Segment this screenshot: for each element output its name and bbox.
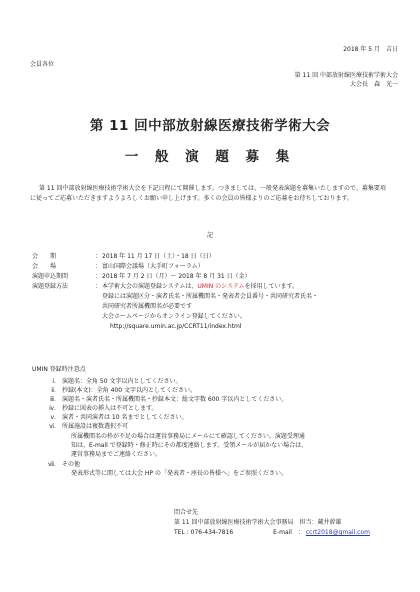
note-text: 所属施設は複数選択不可: [62, 423, 129, 430]
note-text: その他: [62, 461, 81, 468]
intro-paragraph: 第 11 回中部放射線医療技術学術大会を下記日程にて開催します。つきましては、一般発表演題を募集いたしますので、募集要項に従ってご応募いただきますようよろしくお願い申し上げます。多くの会員の皆様よりのご応募をお待ちしております。: [30, 185, 386, 202]
method-line-4: 大会ホームページからオンライン登録してください。: [102, 313, 246, 320]
info-value: 2018 年 11 月 17 日（土）・18 日（日）: [102, 253, 215, 260]
contact-tel: TEL : 076-434-7816: [174, 529, 234, 536]
note-number: ⅰ．: [52, 378, 60, 385]
info-row-method: [0, 282, 420, 292]
organizer-name: 第 11 回 中部放射線医療技術学術大会: [294, 72, 398, 79]
main-title: 第 11 回中部放射線医療技術学術大会: [89, 118, 331, 134]
contact-office: 第 11 回中部放射線医療技術学術大会事務局 担当：蔵井幹雄: [174, 519, 342, 526]
notes-heading: UMIN 登録時注意点: [32, 366, 86, 373]
note-item: [40, 460, 80, 469]
recipient: 会員各位: [30, 61, 55, 68]
note-text: 知は、E-mail で登録時・修正時にその都度連絡します。受領メールが届かない場合は、: [71, 442, 308, 449]
info-row-kaiki: [0, 252, 420, 262]
issue-date: 2018 年 5 月 吉日: [343, 46, 398, 53]
info-colon: ：: [95, 283, 102, 290]
subtitle: 一 般 演 題 募 集: [124, 149, 296, 165]
email-label: E-mail ：: [273, 529, 304, 536]
note-item: [40, 422, 128, 431]
note-text: 抄録に図表の挿入は不可とします。: [62, 405, 158, 412]
note-number: ⅲ．: [50, 396, 60, 403]
info-value: 富山国際会議場（大手町フォーラム）: [102, 263, 204, 270]
note-item: [40, 450, 161, 459]
method-line-2: 登録には演題区分・演者氏名・所属機関名・発表者会員番号・共同研究者氏名・: [102, 293, 319, 300]
info-label: 演題申込期間: [32, 273, 69, 280]
note-item: [40, 441, 307, 450]
note-number: ⅶ．: [48, 461, 60, 468]
method-text-pre: 本学術大会の演題登録システムは、: [102, 283, 198, 290]
email-link[interactable]: ccrt2018@gmail.com: [305, 529, 370, 536]
contact-line: [174, 528, 370, 537]
note-text: 所属機関名の枠が不足の場合は運営事務局にメールにて確認してください。演題受理通: [71, 433, 305, 440]
method-text-post: を採用しています。: [244, 283, 299, 290]
note-text: 演題名・演者氏名・所属機関名・抄録本文：総文字数 600 字以内としてください。: [62, 396, 288, 403]
info-label: 会 場: [32, 263, 57, 270]
note-text: 運営事務局までご連絡ください。: [71, 451, 162, 458]
contact-heading: 問合せ先: [174, 509, 199, 516]
method-line-3: 共同研究者所属機関名が必要です: [102, 303, 193, 310]
info-colon: ：: [95, 253, 102, 260]
registration-url[interactable]: http://square.umin.ac.jp/CCRT11/index.html: [110, 323, 242, 330]
note-item: [40, 404, 158, 413]
note-number: ⅱ．: [51, 387, 60, 394]
info-row-kaijo: [0, 262, 420, 272]
note-number: ⅵ．: [49, 423, 60, 430]
note-item: [40, 469, 287, 478]
president-name: 大会長 森 光一: [349, 81, 398, 88]
note-item: [40, 377, 181, 386]
umin-system-highlight: UMIN のシステム: [197, 283, 245, 290]
ki-heading: 記: [206, 232, 213, 239]
note-text: 演題名：全角 50 文字以内としてください。: [62, 378, 182, 385]
info-colon: ：: [95, 263, 102, 270]
note-item: [40, 413, 187, 422]
note-text: 演者・共同演者は 10 名までとしてください。: [62, 414, 188, 421]
info-colon: ：: [95, 273, 102, 280]
info-label: 会 期: [32, 253, 57, 260]
info-value: [102, 282, 298, 291]
note-item: [40, 395, 287, 404]
info-label: 演題登録方法: [32, 283, 69, 290]
note-number: ⅳ．: [49, 405, 60, 412]
info-row-period: [0, 272, 420, 282]
info-value: 2018 年 7 月 2 日（月）〜 2018 年 8 月 31 日（金）: [102, 273, 251, 280]
note-text: 抄録(本文)：全角 400 文字以内としてください。: [62, 387, 196, 394]
note-item: [40, 432, 305, 441]
note-text: 発表形式等に関しては大会 HP の「発表者・座長の皆様へ」をご参照ください。: [71, 470, 287, 477]
note-item: [40, 386, 196, 395]
note-number: ⅴ．: [50, 414, 60, 421]
